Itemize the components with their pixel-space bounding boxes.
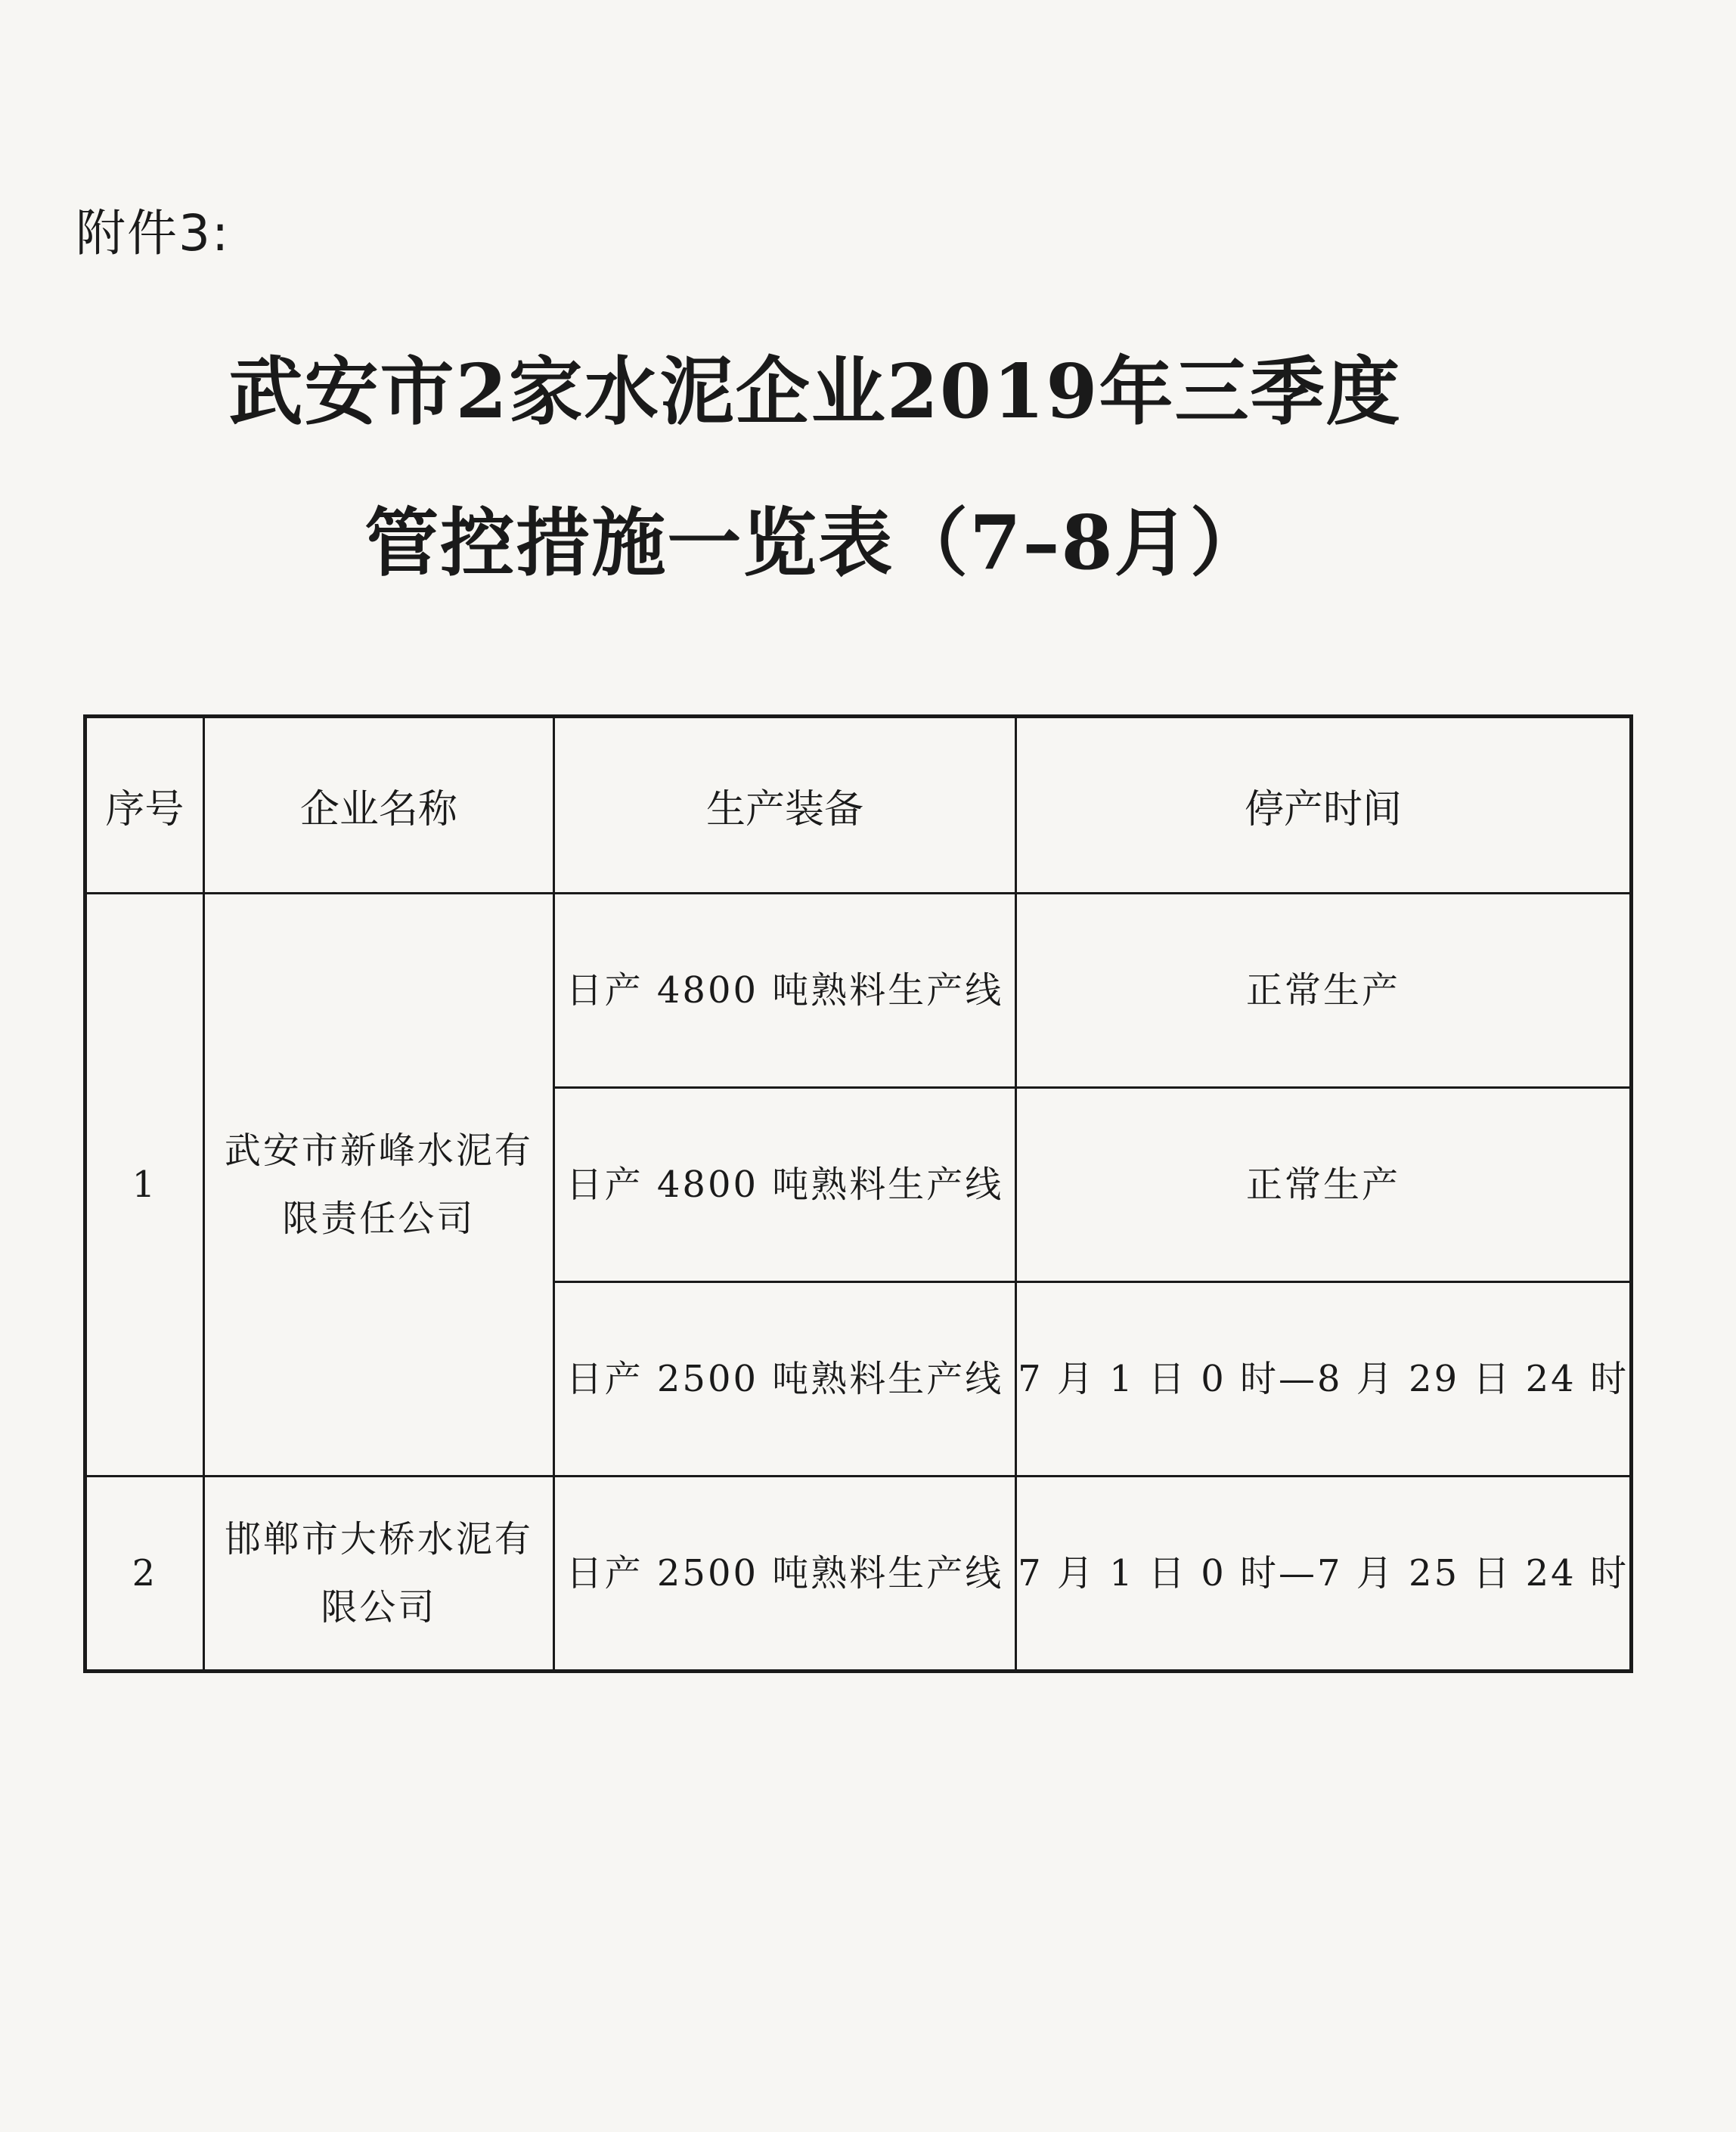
equipment-cell: 日产 2500 吨熟料生产线: [553, 1477, 1015, 1672]
header-equipment: 生产装备: [553, 717, 1015, 894]
equipment-cell: 日产 2500 吨熟料生产线: [553, 1282, 1015, 1477]
document-title-line-1: 武安市2家水泥企业2019年三季度: [228, 349, 1402, 435]
shutdown-time-cell: 正常生产: [1016, 894, 1632, 1088]
table-row: [85, 894, 1632, 1088]
seq-cell: 2: [85, 1477, 204, 1672]
header-company-name: 企业名称: [203, 717, 553, 894]
attachment-label: 附件3:: [76, 204, 231, 262]
equipment-cell: 日产 4800 吨熟料生产线: [553, 1088, 1015, 1282]
shutdown-time-cell: 7 月 1 日 0 时—7 月 25 日 24 时: [1016, 1477, 1632, 1672]
company-name-cell: 邯郸市大桥水泥有限公司: [203, 1477, 553, 1672]
table-header-row: [85, 717, 1632, 894]
document-title-line-2: 管控措施一览表（7–8月）: [364, 500, 1266, 587]
company-name-cell: 武安市新峰水泥有限责任公司: [203, 894, 553, 1477]
header-seq: 序号: [85, 717, 204, 894]
shutdown-time-cell: 7 月 1 日 0 时—8 月 29 日 24 时: [1016, 1282, 1632, 1477]
seq-cell: 1: [85, 894, 204, 1477]
control-measures-table: [83, 714, 1633, 1673]
table-row: [85, 1477, 1632, 1672]
equipment-cell: 日产 4800 吨熟料生产线: [553, 894, 1015, 1088]
header-shutdown-time: 停产时间: [1016, 717, 1632, 894]
shutdown-time-cell: 正常生产: [1016, 1088, 1632, 1282]
